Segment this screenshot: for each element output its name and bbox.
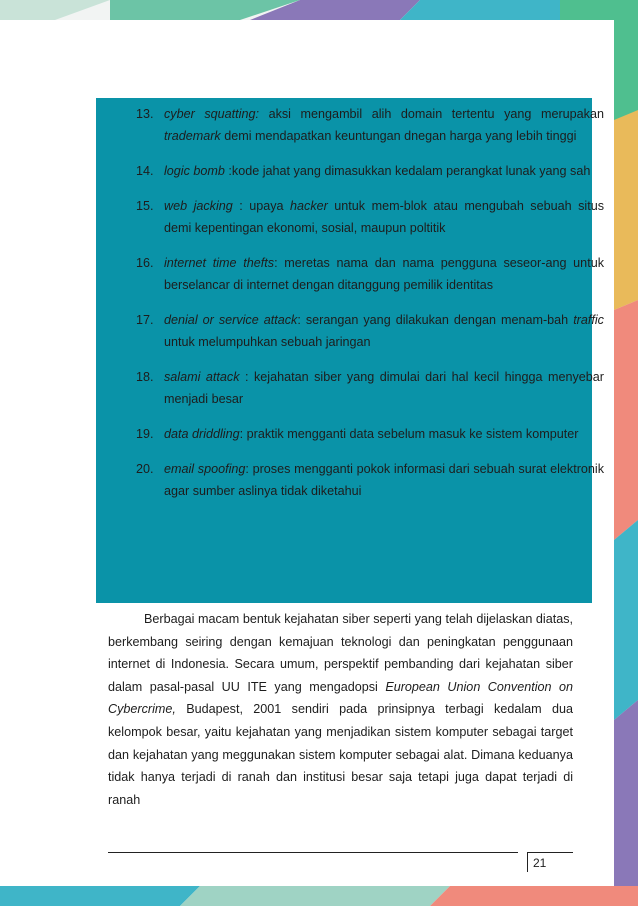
term-list bbox=[96, 98, 604, 515]
item-text-2: untuk melumpuhkan sebuah jaringan bbox=[164, 335, 371, 349]
item-number: 18. bbox=[136, 370, 154, 384]
item-text-2: demi mendapatkan keuntungan dnegan harga yang lebih tinggi bbox=[220, 129, 577, 143]
item-text: : kejahatan siber yang dimulai dari hal kecil hingga menyebar menjadi besar bbox=[164, 370, 604, 406]
body-paragraph bbox=[108, 608, 573, 811]
item-text: : serangan yang dilakukan dengan menam-bah bbox=[297, 313, 574, 327]
list-item bbox=[136, 423, 604, 445]
item-term: denial or service attack bbox=[164, 313, 298, 327]
page-number: 21 bbox=[533, 856, 547, 870]
right-teal-shape bbox=[614, 520, 638, 720]
top-teal-shape bbox=[400, 0, 560, 20]
bottom-left-shape bbox=[0, 886, 200, 906]
item-term: salami attack bbox=[164, 370, 240, 384]
item-emphasis: hacker bbox=[290, 199, 328, 213]
item-text: :kode jahat yang dimasukkan kedalam perangkat lunak yang sah bbox=[224, 164, 591, 178]
item-number: 19. bbox=[136, 427, 154, 441]
item-emphasis: traffic bbox=[573, 313, 604, 327]
item-text: : upaya bbox=[232, 199, 291, 213]
paragraph-part-1: Berbagai macam bentuk kejahatan siber seperti yang telah dijelaskan diatas, berkembang seiring dengan kemajuan teknologi dan peningkatan penggunaan internet di Indonesia. Secara umum, perspektif pembanding dari kejahatan siber dalam pasal-pasal UU ITE yang mengadopsi bbox=[108, 612, 573, 694]
right-purple-shape bbox=[614, 700, 638, 906]
paragraph-emphasis: European Union Convention on Cybercrime, bbox=[108, 679, 574, 717]
item-number: 15. bbox=[136, 199, 154, 213]
item-text: : proses mengganti pokok informasi dari sebuah surat elektronik agar sumber aslinya tidak diketahui bbox=[164, 462, 604, 498]
bottom-right-shape bbox=[430, 886, 638, 906]
list-item bbox=[136, 366, 604, 410]
item-number: 16. bbox=[136, 256, 154, 270]
item-number: 14. bbox=[136, 164, 154, 178]
list-item bbox=[136, 252, 604, 296]
item-emphasis: trademark bbox=[164, 129, 221, 143]
bottom-mid-shape bbox=[180, 886, 450, 906]
item-term: data driddling bbox=[164, 427, 240, 441]
paragraph-part-2: Budapest, 2001 sendiri pada prinsipnya terbagi kedalam dua kelompok besar, yaitu kejahatan yang menjadikan sistem komputer sebagai target dan kejahatan yang meggunakan sistem komputer sebagai alat. Dimana keduanya tidak hanya terjadi di ranah dan institusi besar saja tetapi juga dapat terjadi di ranah bbox=[108, 702, 573, 807]
item-term: cyber squatting: bbox=[164, 107, 259, 121]
list-item bbox=[136, 309, 604, 353]
item-number: 20. bbox=[136, 462, 154, 476]
item-text: : praktik mengganti data sebelum masuk ke sistem komputer bbox=[239, 427, 579, 441]
item-text-2: untuk mem-blok atau mengubah sebuah situs demi kepentingan ekonomi, sosial, maupun poltitik bbox=[164, 199, 604, 235]
item-text: : meretas nama dan nama pengguna seseor-ang untuk berselancar di internet dengan ditanggung pemilik identitas bbox=[164, 256, 604, 292]
item-term: internet time thefts bbox=[164, 256, 275, 270]
footer-rule bbox=[108, 852, 518, 853]
item-term: web jacking bbox=[164, 199, 233, 213]
item-number: 17. bbox=[136, 313, 154, 327]
list-item bbox=[136, 458, 604, 502]
list-item bbox=[136, 160, 604, 182]
right-yellow-shape bbox=[614, 110, 638, 310]
item-term: email spoofing bbox=[164, 462, 246, 476]
list-item bbox=[136, 103, 604, 147]
item-text: aksi mengambil alih domain tertentu yang merupakan bbox=[259, 107, 604, 121]
item-number: 13. bbox=[136, 107, 154, 121]
right-coral-shape bbox=[614, 300, 638, 540]
list-item bbox=[136, 195, 604, 239]
footer-divider bbox=[527, 852, 528, 872]
footer-rule-right bbox=[527, 852, 573, 853]
item-term: logic bomb bbox=[164, 164, 225, 178]
